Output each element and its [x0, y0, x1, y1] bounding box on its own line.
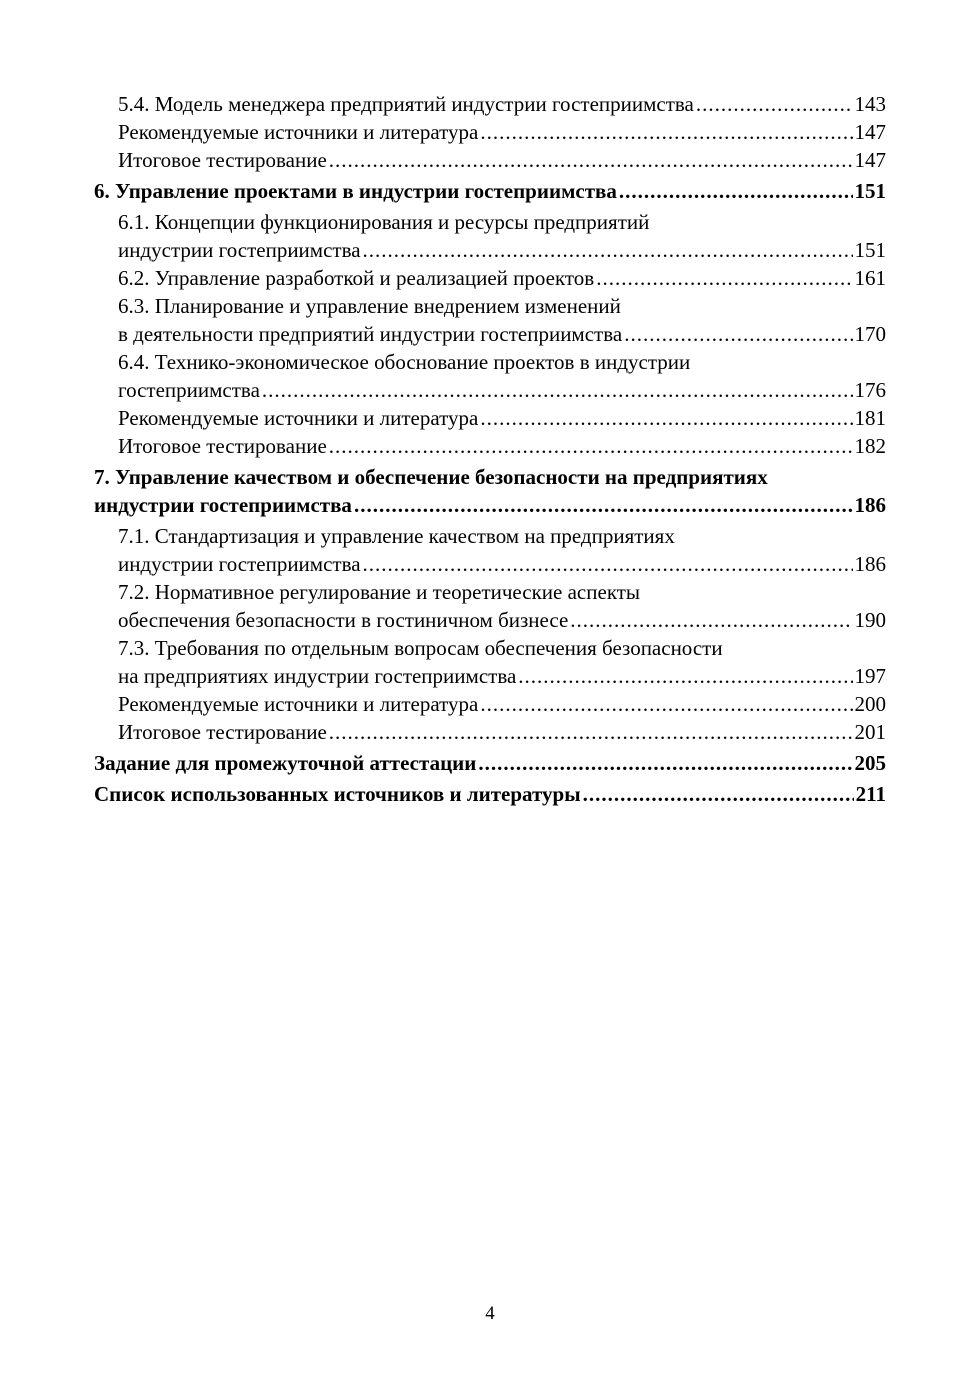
toc-entry-title-line2: индустрии гостеприимства	[118, 552, 361, 576]
toc-entry[interactable]	[94, 522, 886, 578]
toc-entry-page: 201	[854, 720, 886, 744]
toc-chapter-title-line1: 7. Управление качеством и обеспечение безопасности на предприятиях	[94, 465, 768, 489]
toc-entry-page: 186	[854, 552, 886, 576]
toc-entry-title: Рекомендуемые источники и литература	[118, 692, 479, 716]
toc-entry-title-line2: обеспечения безопасности в гостиничном бизнесе	[118, 608, 569, 632]
toc-entry[interactable]	[94, 634, 886, 690]
toc-entry-page: 161	[854, 266, 886, 290]
page-number: 4	[485, 1303, 495, 1324]
dot-leader	[696, 90, 853, 118]
toc-chapter-page: 205	[854, 751, 886, 775]
dot-leader	[478, 749, 852, 777]
toc-entry[interactable]	[94, 348, 886, 404]
dot-leader	[329, 146, 853, 174]
toc-entry-title-line1: 7.3. Требования по отдельным вопросам обеспечения безопасности	[118, 636, 723, 660]
toc-entry-page: 176	[854, 378, 886, 402]
dot-leader	[354, 491, 853, 519]
toc-entry-title-line1: 6.1. Концепции функционирования и ресурсы предприятий	[118, 210, 650, 234]
toc-entry[interactable]	[94, 264, 886, 292]
toc-chapter[interactable]	[94, 177, 886, 205]
toc-entry-title: 5.4. Модель менеджера предприятий индустрии гостеприимства	[118, 92, 694, 116]
dot-leader	[570, 606, 852, 634]
dot-leader	[480, 690, 852, 718]
toc-entry[interactable]	[94, 146, 886, 174]
toc-entry-title-line1: 7.1. Стандартизация и управление качеством на предприятиях	[118, 524, 675, 548]
toc-entry[interactable]	[94, 718, 886, 746]
toc-entry-title: 6.2. Управление разработкой и реализацией проектов	[118, 266, 595, 290]
dot-leader	[329, 718, 853, 746]
toc-entry-title-line1: 7.2. Нормативное регулирование и теоретические аспекты	[118, 580, 641, 604]
dot-leader	[624, 320, 852, 348]
toc-entry[interactable]	[94, 690, 886, 718]
toc-chapter-title: Задание для промежуточной аттестации	[94, 751, 477, 775]
toc-chapter-page: 151	[854, 179, 886, 203]
toc-entry-title-line1: 6.4. Технико-экономическое обоснование проектов в индустрии	[118, 350, 691, 374]
toc-entry-page: 200	[854, 692, 886, 716]
dot-leader	[363, 236, 853, 264]
dot-leader	[518, 662, 852, 690]
dot-leader	[596, 264, 852, 292]
toc-entry[interactable]	[94, 404, 886, 432]
toc-entry-page: 151	[854, 238, 886, 262]
toc-entry-title: Итоговое тестирование	[118, 720, 327, 744]
toc-entry-page: 147	[854, 148, 886, 172]
dot-leader	[262, 376, 853, 404]
dot-leader	[583, 780, 854, 808]
toc-entry-title-line2: гостеприимства	[118, 378, 260, 402]
toc-entry[interactable]	[94, 90, 886, 118]
toc-entry-page: 170	[854, 322, 886, 346]
toc-entry-page: 182	[854, 434, 886, 458]
toc-chapter[interactable]	[94, 749, 886, 777]
toc-entry-title: Итоговое тестирование	[118, 434, 327, 458]
toc-chapter-page: 186	[854, 493, 886, 517]
toc-chapter-title: 6. Управление проектами в индустрии гостеприимства	[94, 179, 617, 203]
toc-chapter-page: 211	[855, 782, 886, 806]
dot-leader	[363, 550, 853, 578]
toc-entry[interactable]	[94, 208, 886, 264]
toc-entry[interactable]	[94, 118, 886, 146]
toc-entry-title-line2: на предприятиях индустрии гостеприимства	[118, 664, 517, 688]
dot-leader	[480, 404, 852, 432]
dot-leader	[329, 432, 853, 460]
toc-entry-page: 143	[854, 92, 886, 116]
toc-entry-title-line1: 6.3. Планирование и управление внедрением изменений	[118, 294, 621, 318]
toc-chapter-title: Список использованных источников и литературы	[94, 782, 581, 806]
toc-chapter-title-line2: индустрии гостеприимства	[94, 493, 352, 517]
toc-entry-page: 147	[854, 120, 886, 144]
toc-entry[interactable]	[94, 578, 886, 634]
toc-entry[interactable]	[94, 292, 886, 348]
toc-entry-title-line2: в деятельности предприятий индустрии гостеприимства	[118, 322, 623, 346]
toc-entry-title: Итоговое тестирование	[118, 148, 327, 172]
toc-entry-title: Рекомендуемые источники и литература	[118, 406, 479, 430]
toc-chapter[interactable]	[94, 463, 886, 519]
toc-entry-page: 181	[854, 406, 886, 430]
table-of-contents	[94, 90, 886, 811]
toc-entry-page: 197	[854, 664, 886, 688]
toc-entry-page: 190	[854, 608, 886, 632]
dot-leader	[480, 118, 852, 146]
toc-entry-title: Рекомендуемые источники и литература	[118, 120, 479, 144]
toc-entry-title-line2: индустрии гостеприимства	[118, 238, 361, 262]
dot-leader	[619, 177, 853, 205]
toc-entry[interactable]	[94, 432, 886, 460]
toc-chapter[interactable]	[94, 780, 886, 808]
